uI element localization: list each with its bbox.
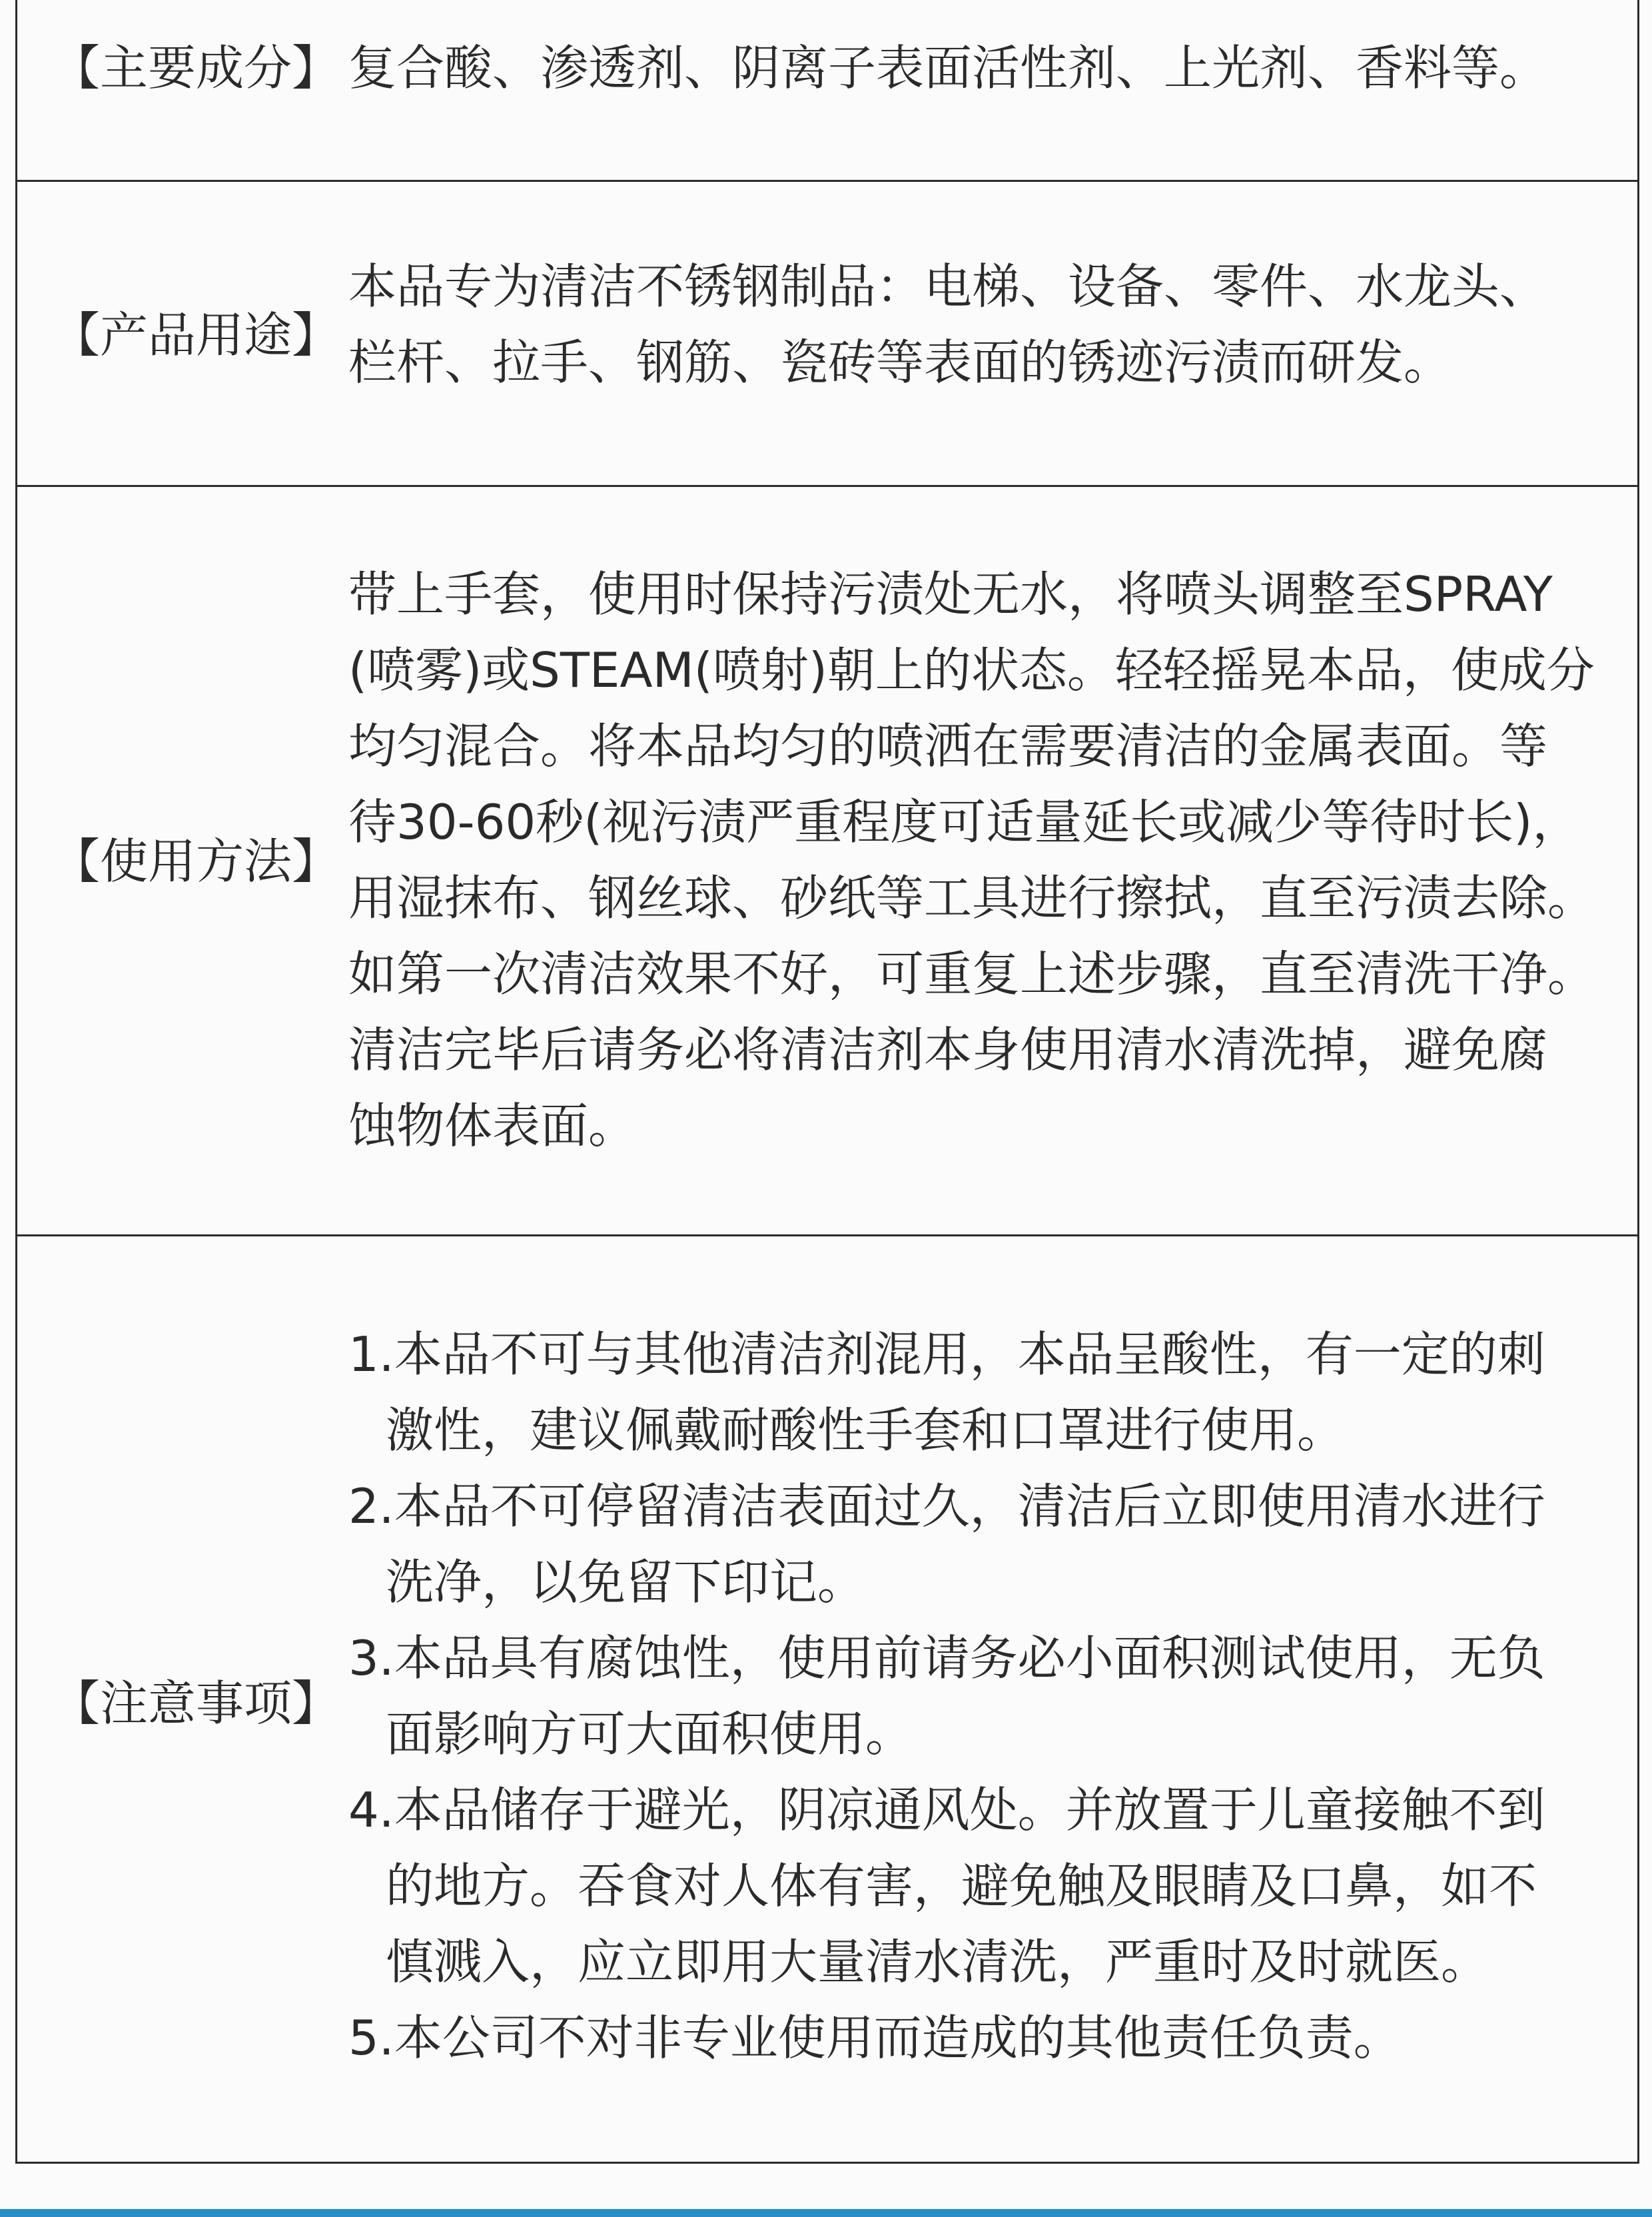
usage-line: 栏杆、拉手、钢筋、瓷砖等表面的锈迹污渍而研发。: [348, 334, 1452, 390]
note-line: 慎溅入，应立即用大量清水清洗，严重时及时就医。: [386, 1934, 1489, 1990]
usage-content: [348, 248, 1627, 400]
method-content: [348, 556, 1627, 1164]
note-line: 激性，建议佩戴耐酸性手套和口罩进行使用。: [386, 1402, 1346, 1458]
method-line: (喷雾)或STEAM(喷射)朝上的状态。轻轻摇晃本品，使成分: [348, 642, 1595, 698]
method-line: 均匀混合。将本品均匀的喷洒在需要清洁的金属表面。等: [348, 718, 1548, 774]
note-line: 5.本公司不对非专业使用而造成的其他责任负责。: [348, 2010, 1402, 2066]
note-line: 面影响方可大面积使用。: [386, 1706, 914, 1762]
bottom-accent-bar: [0, 2209, 1652, 2217]
note-line: 的地方。吞食对人体有害，避免触及眼睛及口鼻，如不: [386, 1858, 1537, 1914]
note-line: 3.本品具有腐蚀性，使用前请务必小面积测试使用，无负: [348, 1630, 1545, 1686]
ingredients-label: 【主要成分】: [52, 40, 340, 96]
method-line: 清洁完毕后请务必将清洁剂本身使用清水清洗掉，避免腐: [348, 1022, 1548, 1078]
note-line: 2.本品不可停留清洁表面过久，清洁后立即使用清水进行: [348, 1478, 1545, 1534]
usage-label: 【产品用途】: [52, 307, 340, 363]
method-line: 待30-60秒(视污渍严重程度可适量延长或减少等待时长)，: [348, 794, 1581, 850]
notes-label: 【注意事项】: [52, 1675, 340, 1731]
product-info-table: [15, 0, 1639, 2164]
note-item: [348, 1468, 1627, 1620]
note-item: [348, 2000, 1627, 2076]
note-line: 洗净，以免留下印记。: [386, 1554, 866, 1610]
notes-list: [348, 1316, 1627, 2076]
ingredients-text: 复合酸、渗透剂、阴离子表面活性剂、上光剂、香料等。: [348, 40, 1548, 96]
notes-row: [17, 1234, 1637, 2166]
note-line: 1.本品不可与其他清洁剂混用，本品呈酸性，有一定的刺: [348, 1326, 1545, 1382]
method-label: 【使用方法】: [52, 833, 340, 889]
usage-line: 本品专为清洁不锈钢制品：电梯、设备、零件、水龙头、: [348, 258, 1548, 314]
note-item: [348, 1772, 1627, 2000]
usage-row: [17, 180, 1637, 485]
method-row: [17, 485, 1637, 1234]
note-line: 4.本品储存于避光，阴凉通风处。并放置于儿童接触不到: [348, 1782, 1545, 1838]
ingredients-row: [17, 0, 1637, 180]
method-line: 带上手套，使用时保持污渍处无水，将喷头调整至SPRAY: [348, 566, 1553, 622]
method-line: 用湿抹布、钢丝球、砂纸等工具进行擦拭，直至污渍去除。: [348, 870, 1596, 926]
note-item: [348, 1316, 1627, 1468]
ingredients-content: [348, 30, 1627, 106]
note-item: [348, 1620, 1627, 1772]
method-line: 如第一次清洁效果不好，可重复上述步骤，直至清洗干净。: [348, 946, 1596, 1002]
method-line: 蚀物体表面。: [348, 1098, 637, 1154]
